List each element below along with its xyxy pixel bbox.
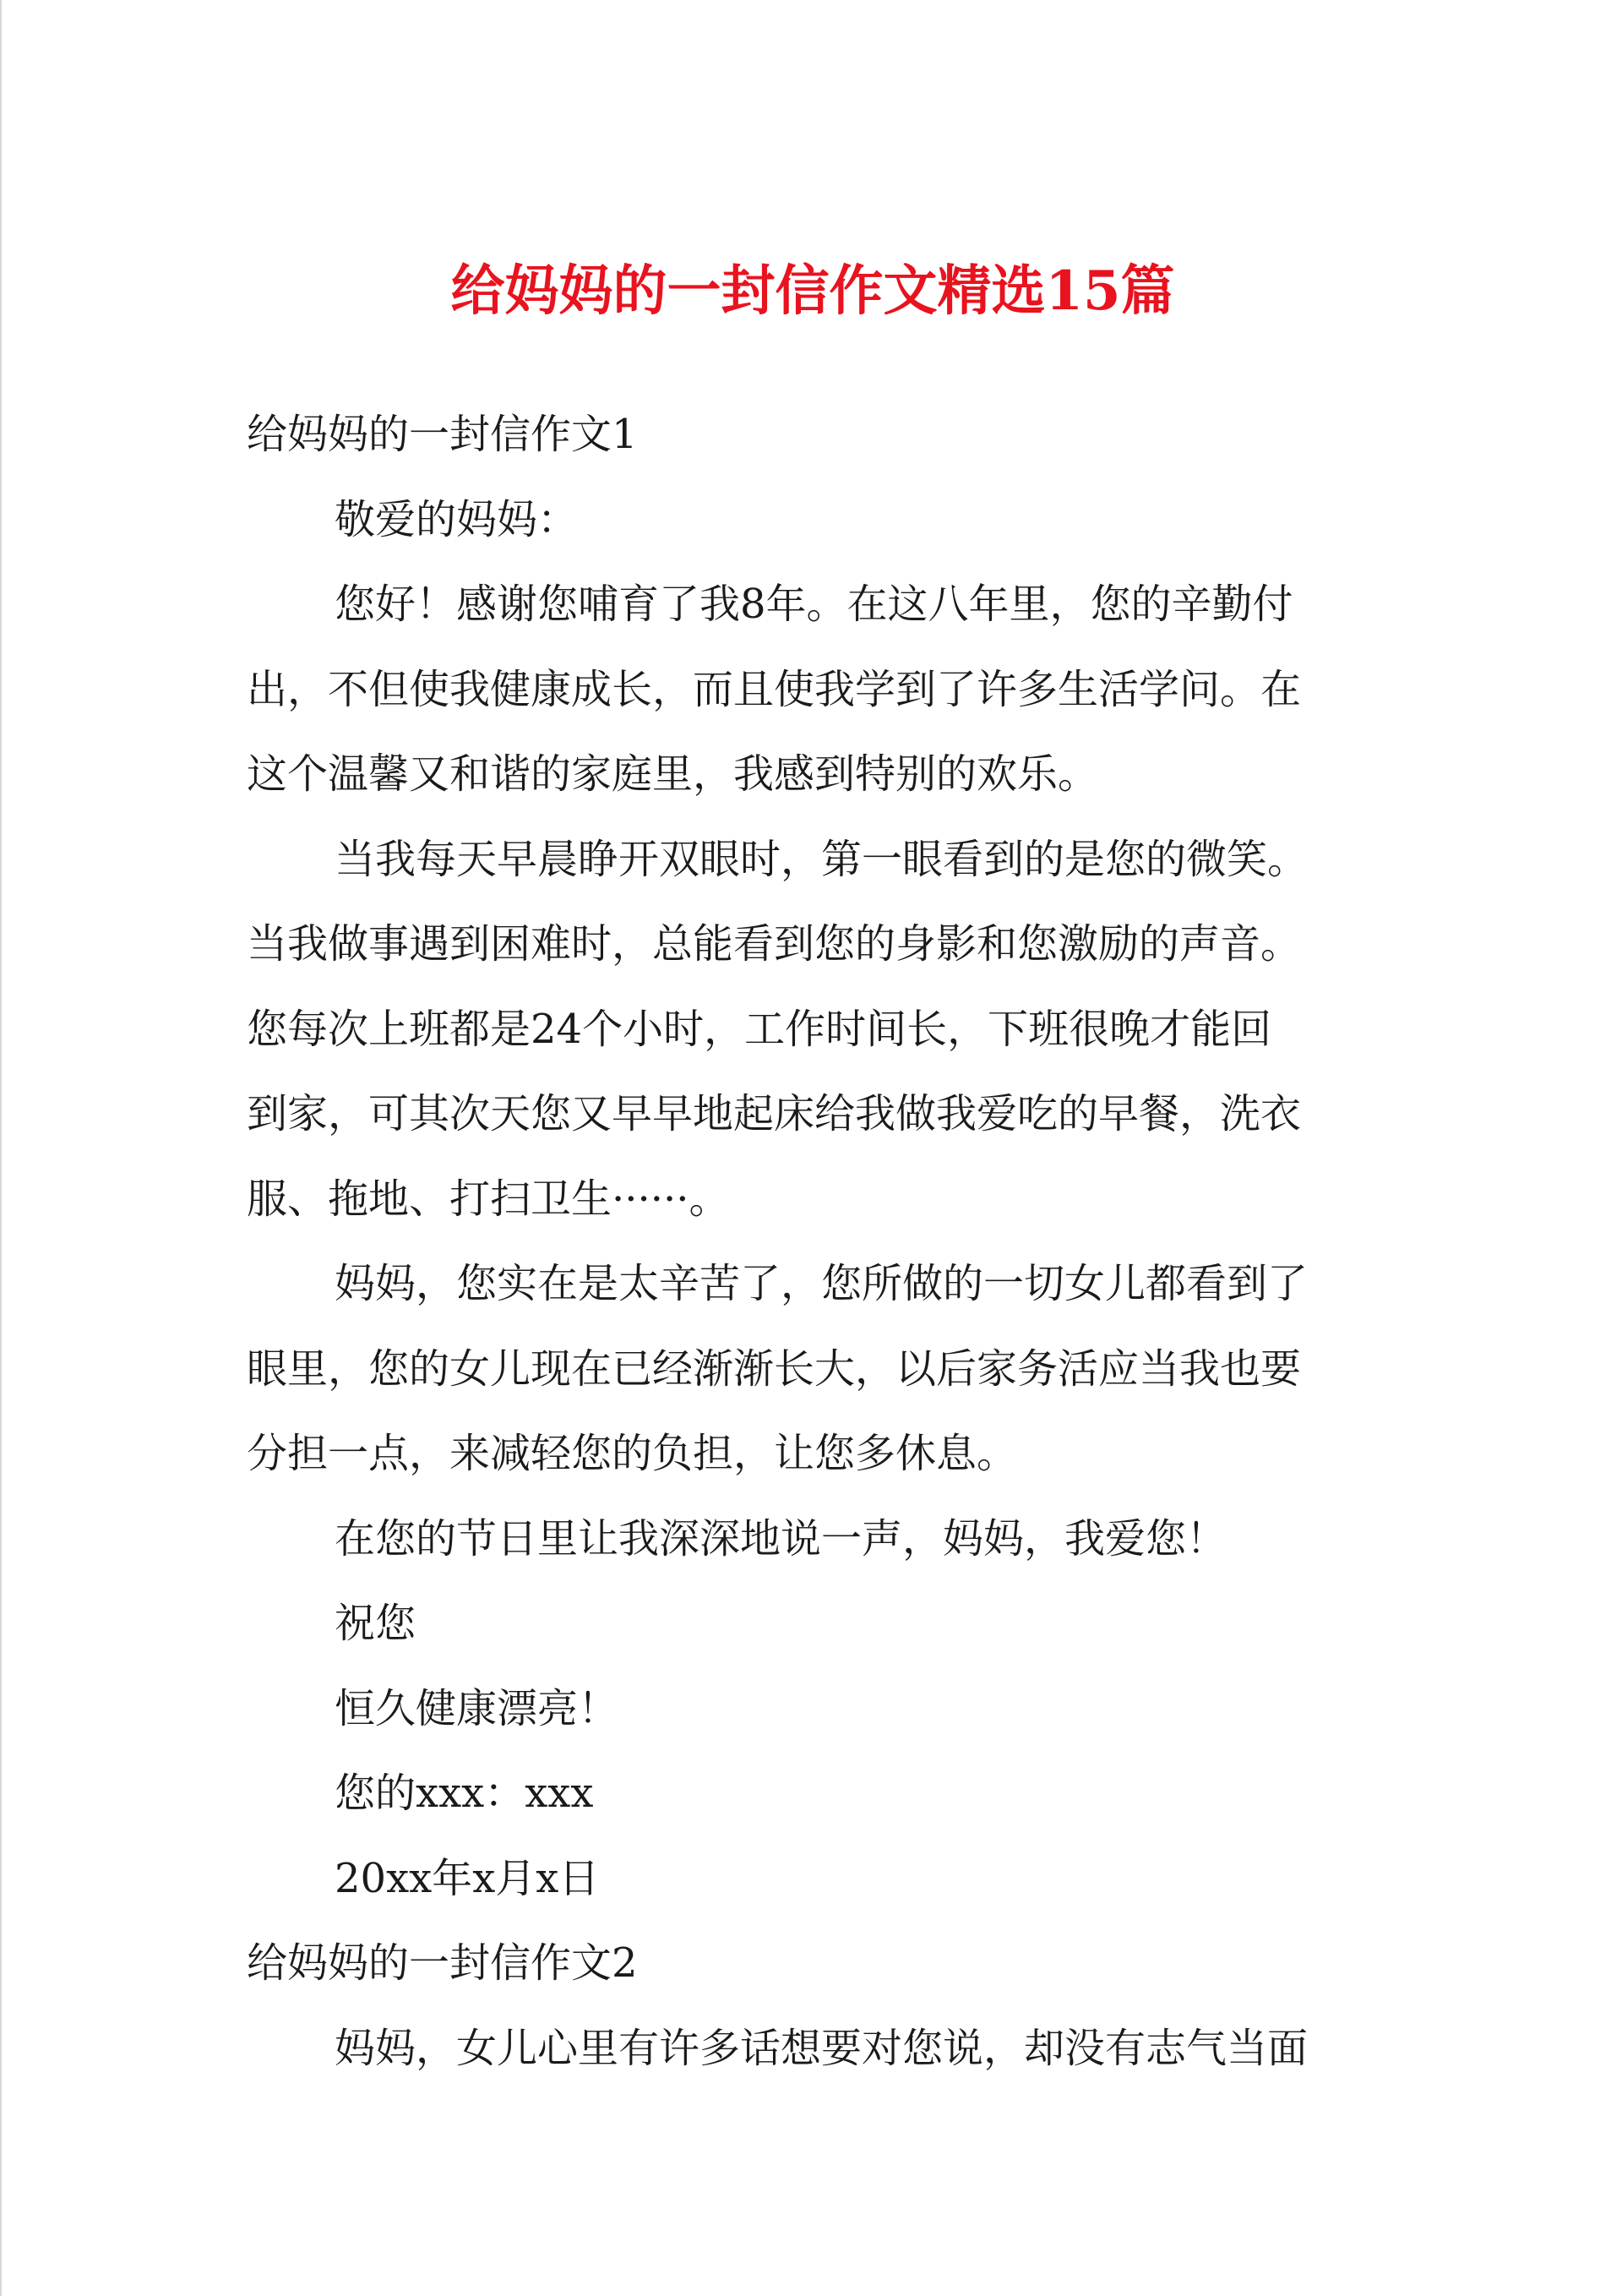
paragraph-line: 当我每天早晨睁开双眼时，第一眼看到的是您的微笑。: [335, 835, 1309, 883]
paragraph-line: 您的xxx：xxx: [335, 1770, 594, 1817]
paragraph-line: 服、拖地、打扫卫生······。: [247, 1175, 730, 1223]
paragraph-line: 您每次上班都是24个小时，工作时间长，下班很晚才能回: [247, 1005, 1272, 1053]
paragraph-line: 当我做事遇到困难时，总能看到您的身影和您激励的声音。: [247, 920, 1302, 968]
paragraph-line: 到家，可其次天您又早早地起床给我做我爱吃的早餐，洗衣: [247, 1090, 1302, 1137]
paragraph-line: 分担一点，来减轻您的负担，让您多休息。: [247, 1430, 1018, 1477]
paragraph-line: 祝您: [335, 1600, 416, 1647]
paragraph-line: 妈妈，您实在是太辛苦了，您所做的一切女儿都看到了: [335, 1260, 1309, 1307]
section-heading: 给妈妈的一封信作文1: [247, 411, 638, 458]
paragraph-line: 妈妈，女儿心里有许多话想要对您说，却没有志气当面: [335, 2024, 1309, 2072]
section-heading: 给妈妈的一封信作文2: [247, 1939, 638, 1987]
paragraph-line: 敬爱的妈妈：: [335, 495, 579, 543]
paragraph-line: 眼里，您的女儿现在已经渐渐长大，以后家务活应当我也要: [247, 1344, 1302, 1393]
paragraph-line: 您好！感谢您哺育了我8年。在这八年里，您的辛勤付: [335, 581, 1293, 628]
paragraph-line: 20xx年x月x日: [335, 1854, 600, 1902]
paragraph-line: 恒久健康漂亮！: [335, 1684, 619, 1732]
document-title: 给妈妈的一封信作文精选15篇: [450, 259, 1175, 323]
paragraph-line: 这个温馨又和谐的家庭里，我感到特别的欢乐。: [247, 750, 1099, 798]
paragraph-line: 出，不但使我健康成长，而且使我学到了许多生活学问。在: [247, 665, 1302, 713]
document-body: [247, 392, 1379, 2091]
paragraph-line: 在您的节日里让我深深地说一声，妈妈，我爱您！: [335, 1514, 1227, 1562]
